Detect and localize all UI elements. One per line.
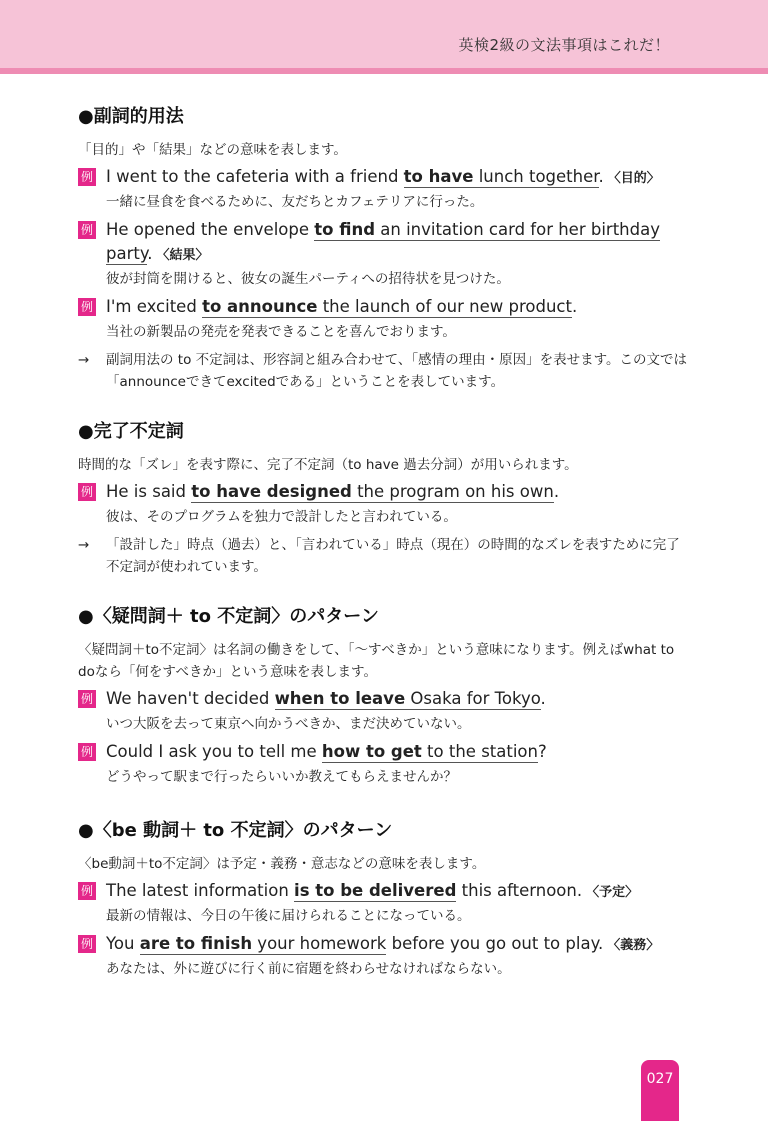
header-title: 英検2級の文法事項はこれだ！ <box>458 36 670 54</box>
example-marker: 例 <box>78 221 96 239</box>
example <box>78 165 688 217</box>
example-english: He is said to have designed the program on his own. <box>106 482 560 501</box>
example <box>78 480 688 532</box>
section-intro: 時間的な「ズレ」を表す際に、完了不定詞（to have 過去分詞）が用いられます。 <box>78 457 578 473</box>
section-wh-infinitive <box>78 604 688 792</box>
example-english: He opened the envelope to find an invitation card for her birthday party. 〈結果〉 <box>106 220 660 263</box>
note-text: 「設計した」時点（過去）と、「言われている」時点（現在）の時間的なズレを表すために完了不定詞が使われています。 <box>106 537 680 575</box>
example-marker: 例 <box>78 882 96 900</box>
example-tag: 〈目的〉 <box>607 171 660 186</box>
example-marker: 例 <box>78 690 96 708</box>
section-perfect-infinitive <box>78 419 688 578</box>
arrow-icon: → <box>78 352 90 368</box>
example-japanese: いつ大阪を去って東京へ向かうべきか、まだ決めていない。 <box>106 716 471 732</box>
section-intro: 「目的」や「結果」などの意味を表します。 <box>78 142 347 158</box>
page-number: 027 <box>646 1071 674 1087</box>
example-tag: 〈結果〉 <box>156 248 209 263</box>
example-japanese: どうやって駅まで行ったらいいか教えてもらえませんか？ <box>106 769 457 785</box>
example <box>78 687 688 739</box>
example-english: The latest information is to be delivered this afternoon. 〈予定〉 <box>106 881 639 900</box>
example-japanese: 彼が封筒を開けると、彼女の誕生パーティへの招待状を見つけた。 <box>106 271 510 287</box>
arrow-icon: → <box>78 537 90 553</box>
example-japanese: 当社の新製品の発売を発表できることを喜んでおります。 <box>106 324 456 340</box>
example <box>78 740 688 792</box>
example-english: You are to finish your homework before you go out to play. 〈義務〉 <box>106 934 660 953</box>
example-marker: 例 <box>78 168 96 186</box>
example <box>78 932 688 984</box>
section-intro: 〈be動詞＋to不定詞〉は予定・義務・意志などの意味を表します。 <box>78 856 486 872</box>
example-marker: 例 <box>78 743 96 761</box>
example <box>78 295 688 347</box>
note <box>78 534 688 578</box>
section-title: ●〈be 動詞＋ to 不定詞〉のパターン <box>78 820 393 841</box>
example-marker: 例 <box>78 935 96 953</box>
example-japanese: 一緒に昼食を食べるために、友だちとカフェテリアに行った。 <box>106 194 484 210</box>
section-title: ●〈疑問詞＋ to 不定詞〉のパターン <box>78 606 379 627</box>
page-content <box>78 104 688 1010</box>
example-japanese: あなたは、外に遊びに行く前に宿題を終わらせなければならない。 <box>106 961 511 977</box>
section-be-infinitive <box>78 818 688 984</box>
example <box>78 218 688 294</box>
example <box>78 879 688 931</box>
section-intro: 〈疑問詞＋to不定詞〉は名詞の働きをして、「～すべきか」という意味になります。例えばwhat to doなら「何をすべきか」という意味を表します。 <box>78 642 675 680</box>
page-number-tab <box>641 1060 679 1121</box>
example-marker: 例 <box>78 298 96 316</box>
example-tag: 〈予定〉 <box>586 885 639 900</box>
example-tag: 〈義務〉 <box>607 938 660 953</box>
note-text: 副詞用法の to 不定詞は、形容詞と組み合わせて、「感情の理由・原因」を表せます。この文では「announceできてexcitedである」ということを表しています。 <box>106 352 688 390</box>
example-english: I'm excited to announce the launch of our new product. <box>106 297 578 316</box>
note <box>78 349 688 393</box>
example-marker: 例 <box>78 483 96 501</box>
header-stripe <box>0 68 768 74</box>
example-japanese: 彼は、そのプログラムを独力で設計したと言われている。 <box>106 509 457 525</box>
section-adverbial-usage <box>78 104 688 393</box>
section-title: ●完了不定詞 <box>78 421 184 442</box>
section-title: ●副詞的用法 <box>78 106 184 127</box>
example-english: I went to the cafeteria with a friend to have lunch together. 〈目的〉 <box>106 167 660 186</box>
example-english: We haven't decided when to leave Osaka for Tokyo. <box>106 689 546 708</box>
example-japanese: 最新の情報は、今日の午後に届けられることになっている。 <box>106 908 471 924</box>
example-english: Could I ask you to tell me how to get to the station? <box>106 742 547 761</box>
